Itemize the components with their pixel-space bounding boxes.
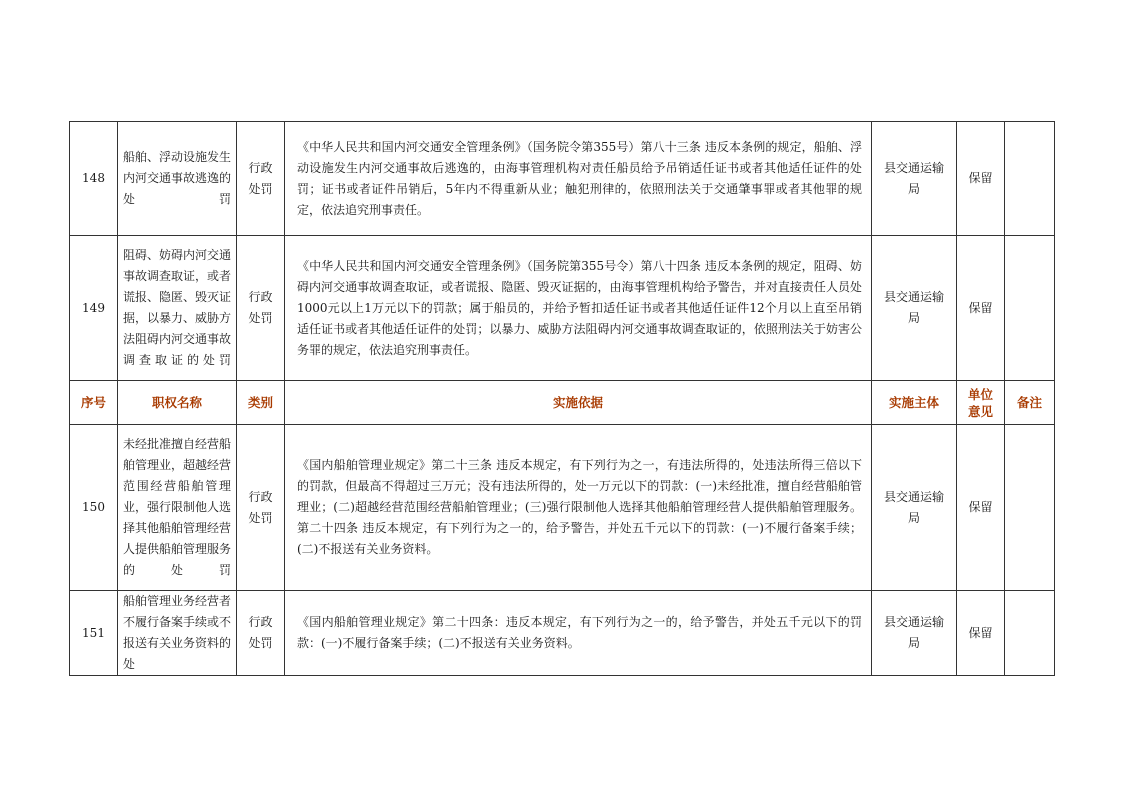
table-row: [70, 236, 1055, 381]
implementing-body: [872, 591, 957, 676]
power-name-text: 船舶管理业务经营者不履行备案手续或不报送有关业务资料的处: [123, 594, 231, 671]
table-row: [70, 591, 1055, 676]
power-type-text: 行政处罚: [248, 160, 273, 196]
unit-opinion: 保留: [957, 591, 1005, 676]
header-opinion-text: 单位意见: [967, 386, 993, 419]
unit-opinion: 保留: [957, 122, 1005, 236]
legal-basis: 《国内船舶管理业规定》第二十四条：违反本规定，有下列行为之一的，给予警告，并处五千元以下的罚款：(一)不履行备案手续；(二)不报送有关业务资料。: [285, 591, 872, 676]
header-opinion: [957, 381, 1005, 425]
row-number: 149: [70, 236, 118, 381]
powers-table: [69, 121, 1055, 676]
header-remarks: 备注: [1005, 381, 1055, 425]
table-header-row: [70, 381, 1055, 425]
implementing-body: [872, 425, 957, 591]
power-type: [237, 122, 285, 236]
table-row: [70, 122, 1055, 236]
unit-opinion: 保留: [957, 425, 1005, 591]
implementing-body-text: 县交通运输局: [883, 489, 944, 525]
power-type: [237, 591, 285, 676]
implementing-body-text: 县交通运输局: [883, 160, 944, 196]
header-type: 类别: [237, 381, 285, 425]
legal-basis: 《国内船舶管理业规定》第二十三条 违反本规定，有下列行为之一，有违法所得的，处违法所得三倍以下的罚款，但最高不得超过三万元；没有违法所得的，处一万元以下的罚款：(一)未经批准，擅自经营船舶管理业；(二)超越经营范围经营船舶管理业；(三)强行限制他人选择其他船舶管理经营人提供船舶管理服务。第二十四条 违反本规定，有下列行为之一的，给予警告，并处五千元以下的罚款：(一)不履行备案手续；(二)不报送有关业务资料。: [285, 425, 872, 591]
power-name: 未经批准擅自经营船舶管理业，超越经营范围经营船舶管理业，强行限制他人选择其他船舶管理经营人提供船舶管理服务的处罚: [118, 425, 237, 591]
header-name: 职权名称: [118, 381, 237, 425]
power-type: [237, 425, 285, 591]
legal-basis: 《中华人民共和国内河交通安全管理条例》（国务院令第355号）第八十三条 违反本条例的规定，船舶、浮动设施发生内河交通事故后逃逸的，由海事管理机构对责任船员给予吊销适任证书或者其他适任证件的处罚；证书或者证件吊销后，5年内不得重新从业；触犯刑律的，依照刑法关于交通肇事罪或者其他罪的规定，依法追究刑事责任。: [285, 122, 872, 236]
implementing-body-text: 县交通运输局: [883, 615, 944, 650]
legal-basis: 《中华人民共和国内河交通安全管理条例》（国务院第355号令）第八十四条 违反本条例的规定，阻碍、妨碍内河交通事故调查取证，或者谎报、隐匿、毁灭证据的，由海事管理机构给予警告，并对直接责任人员处1000元以上1万元以下的罚款；属于船员的，并给予暂扣适任证书或者其他适任证件12个月以上直至吊销适任证书或者其他适任证件的处罚；以暴力、威胁方法阻碍内河交通事故调查取证的，依照刑法关于妨害公务罪的规定，依法追究刑事责任。: [285, 236, 872, 381]
remarks: [1005, 122, 1055, 236]
unit-opinion: 保留: [957, 236, 1005, 381]
remarks: [1005, 591, 1055, 676]
header-basis: 实施依据: [285, 381, 872, 425]
remarks: [1005, 236, 1055, 381]
power-name: 船舶、浮动设施发生内河交通事故逃逸的处罚: [118, 122, 237, 236]
row-number: 151: [70, 591, 118, 676]
power-type-text: 行政处罚: [248, 290, 273, 325]
header-number: 序号: [70, 381, 118, 425]
power-type-text: 行政处罚: [248, 489, 273, 525]
implementing-body-text: 县交通运输局: [883, 290, 944, 325]
power-type: [237, 236, 285, 381]
implementing-body: [872, 236, 957, 381]
power-type-text: 行政处罚: [248, 615, 273, 650]
table-row: [70, 425, 1055, 591]
implementing-body: [872, 122, 957, 236]
power-name: 阻碍、妨碍内河交通事故调查取证，或者谎报、隐匿、毁灭证据，以暴力、威胁方法阻碍内河交通事故调查取证的处罚: [118, 236, 237, 381]
power-name: [118, 591, 237, 676]
row-number: 150: [70, 425, 118, 591]
header-body: 实施主体: [872, 381, 957, 425]
remarks: [1005, 425, 1055, 591]
row-number: 148: [70, 122, 118, 236]
